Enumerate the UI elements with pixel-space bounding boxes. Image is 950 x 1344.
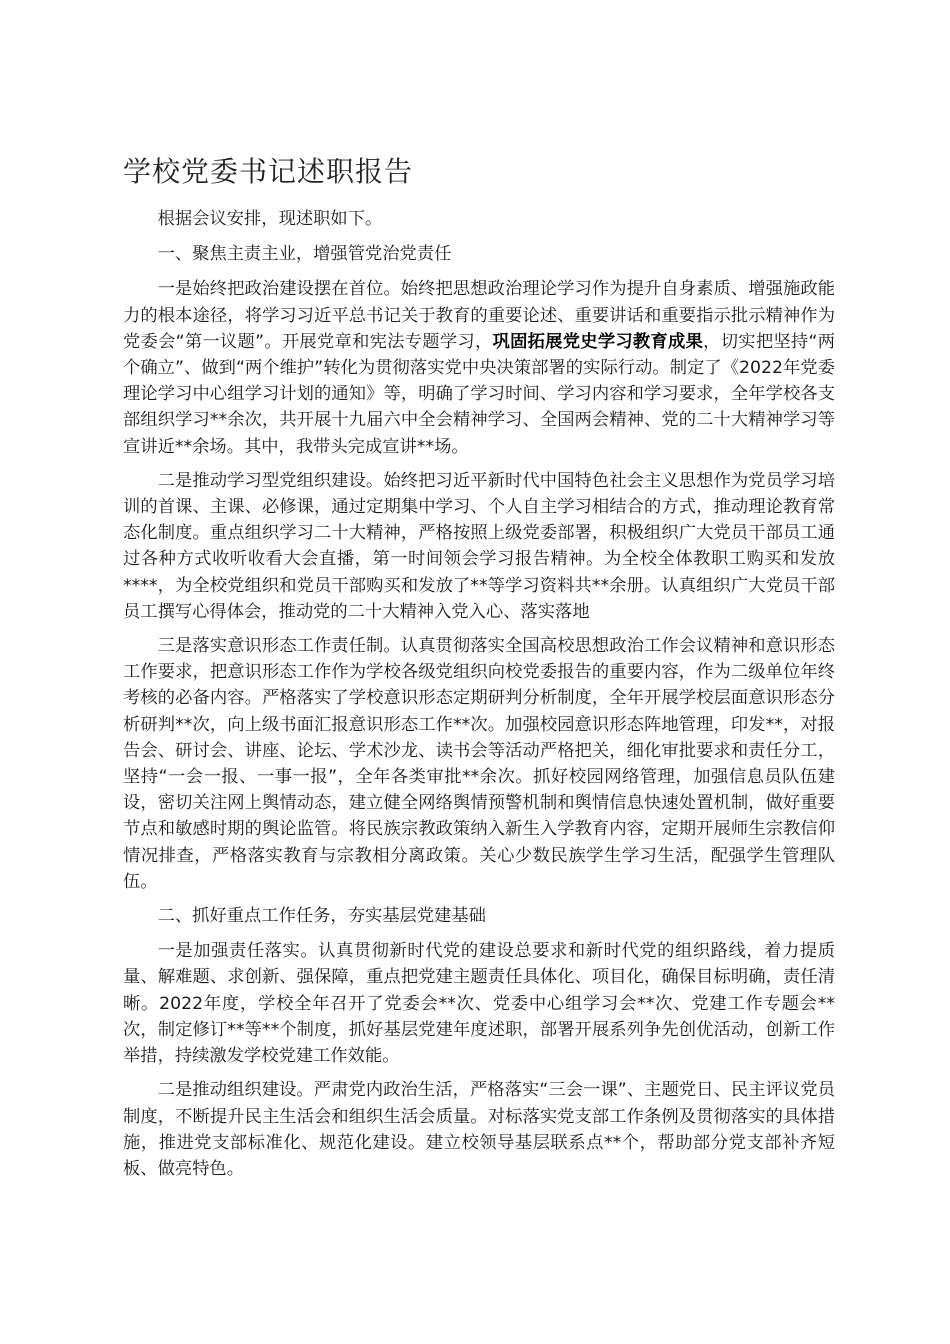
section-1-paragraph-3: 三是落实意识形态工作责任制。认真贯彻落实全国高校思想政治工作会议精神和意识形态工作要求，把意识形态工作作为学校各级党组织向校党委报告的重要内容，作为二级单位年终考核的必备内容。严格落实了学校意识形态定期研判分析制度，全年开展学校层面意识形态分析研判**次，向上级书面汇报意识形态工作**次。加强校园意识形态阵地管理，印发**，对报告会、研讨会、讲座、论坛、学术沙龙、读书会等活动严格把关，细化审批要求和责任分工，坚持“一会一报、一事一报”，全年各类审批**余次。抓好校园网络管理，加强信息员队伍建设，密切关注网上舆情动态，建立健全网络舆情预警机制和舆情信息快速处置机制，做好重要节点和敏感时期的舆论监管。将民族宗教政策纳入新生入学教育内容，定期开展师生宗教信仰情况排查，严格落实教育与宗教相分离政策。关心少数民族学生学习生活，配强学生管理队伍。 <box>123 636 835 892</box>
section-2-paragraph-1: 一是加强责任落实。认真贯彻新时代党的建设总要求和新时代党的组织路线，着力提质量、解难题、求创新、强保障，重点把党建主题责任具体化、项目化，确保目标明确，责任清晰。2022年度，学校全年召开了党委会**次、党委中心组学习会**次、党建工作专题会**次，制定修订**等**个制度，抓好基层党建年度述职，部署开展系列争先创优活动，创新工作举措，持续激发学校党建工作效能。 <box>123 941 835 1067</box>
section-1-paragraph-1-text-a: 一是始终把政治建设摆在首位。始终把思想政治理论学习作为提升自身素质、增强施政能力的根本途径，将学习习近平总书记关于教育的重要论述、重要讲话和重要指示批示精神作为党委会“第一议题”。开展党章和宪法专题学习， <box>123 279 835 352</box>
document-body <box>123 206 835 1190</box>
section-1-paragraph-1 <box>123 276 835 459</box>
section-2-heading: 二、抓好重点工作任务，夯实基层党建基础 <box>157 906 486 927</box>
section-1-paragraph-2: 二是推动学习型党组织建设。始终把习近平新时代中国特色社会主义思想作为党员学习培训的首课、主课、必修课，通过定期集中学习、个人自主学习相结合的方式，推动理论教育常态化制度。重点组织学习二十大精神，严格按照上级党委部署，积极组织广大党员干部员工通过各种方式收听收看大会直播，第一时间领会学习报告精神。为全校全体教职工购买和发放****，为全校党组织和党员干部购买和发放了**等学习资料共**余册。认真组织广大党员干部员工撰写心得体会，推动党的二十大精神入党入心、落实落地 <box>123 470 835 622</box>
section-1-paragraph-1-bold-text: 巩固拓展党史学习教育成果 <box>492 331 704 352</box>
section-1-paragraph-1-text-b: ，切实把坚持“两个确立”、做到“两个维护”转化为贯彻落实党中央决策部署的实际行动。制定了《2022年党委理论学习中心组学习计划的通知》等，明确了学习时间、学习内容和学习要求，全年学校各支部组织学习**余次，共开展十九届六中全会精神学习、全国两会精神、党的二十大精神学习等宣讲近**余场。其中，我带头完成宣讲**场。 <box>123 331 835 457</box>
document-title: 学校党委书记述职报告 <box>123 155 414 188</box>
section-2-paragraph-2: 二是推动组织建设。严肃党内政治生活，严格落实“三会一课”、主题党日、民主评议党员制度，不断提升民主生活会和组织生活会质量。对标落实党支部工作条例及贯彻落实的具体措施，推进党支部标准化、规范化建设。建立校领导基层联系点**个，帮助部分党支部补齐短板、做亮特色。 <box>123 1080 835 1179</box>
intro-paragraph: 根据会议安排，现述职如下。 <box>157 209 383 229</box>
section-1-heading: 一、聚焦主责主业，增强管党治党责任 <box>157 244 452 265</box>
